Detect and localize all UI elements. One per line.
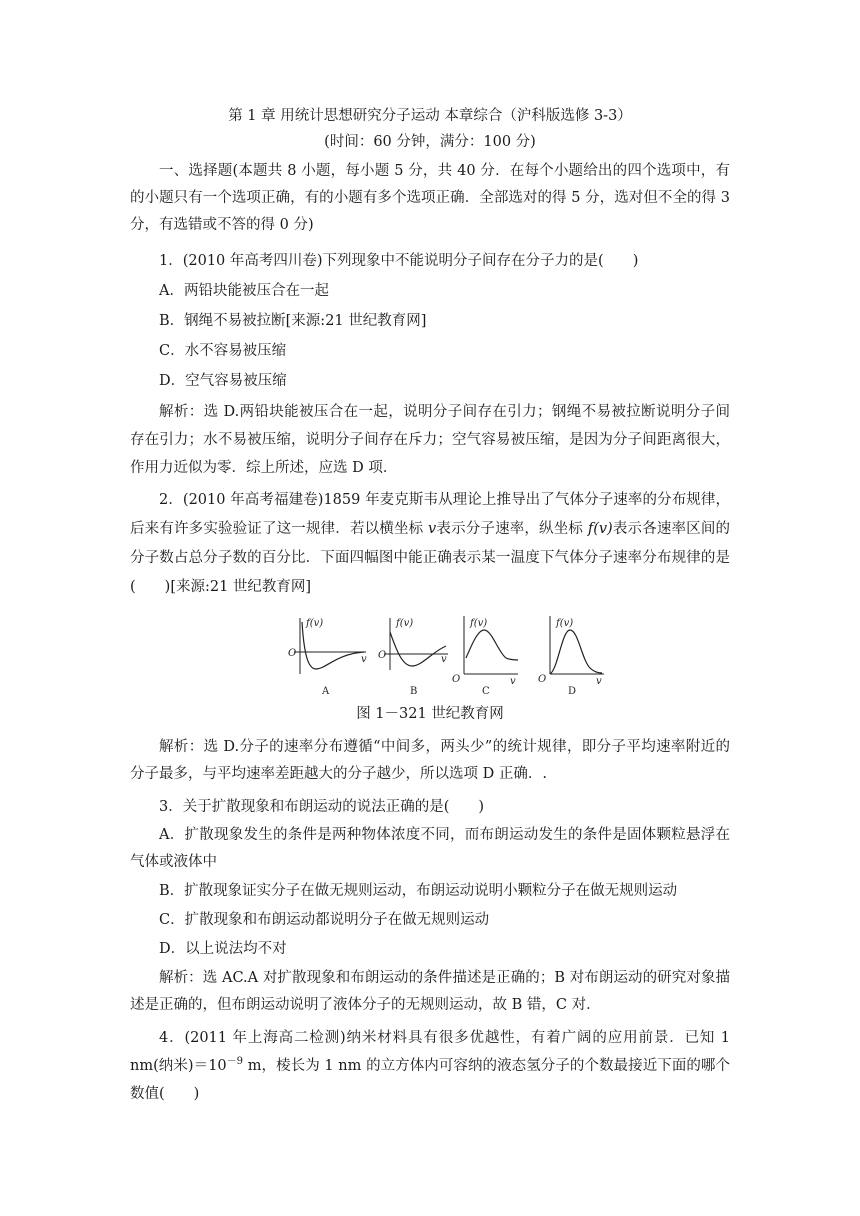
panel-c-origin-label: O — [452, 674, 461, 685]
q4-stem-part2: m，棱长为 1 nm 的立方体内可容纳的液态氢分子的个数最接近下面的哪个数值( ) — [130, 1058, 730, 1102]
panel-d-label: D — [568, 686, 577, 697]
q2-var-fv: f(v) — [587, 521, 613, 537]
panel-d-v-label: v — [596, 676, 602, 687]
q2-analysis: 解析：选 D.分子的速率分布遵循“中间多，两头少”的统计规律，即分子平均速率附近的分子最多，与平均速率差距越大的分子越少，所以选项 D 正确．. — [130, 739, 730, 782]
chapter-title: 第 1 章 用统计思想研究分子运动 本章综合（沪科版选修 3-3） — [228, 108, 632, 124]
panel-b-fv-label: f(v) — [396, 618, 414, 629]
q1-stem: 1．(2010 年高考四川卷)下列现象中不能说明分子间存在分子力的是( ) — [159, 253, 639, 269]
panel-d-origin-label: O — [538, 674, 547, 685]
panel-c-v-label: v — [510, 676, 516, 687]
q3-option-a: A．扩散现象发生的条件是两种物体浓度不同，而布朗运动发生的条件是固体颗粒悬浮在气体或液体中 — [130, 827, 730, 870]
q2-stem-part2: 表示分子速率，纵坐标 — [436, 521, 588, 537]
q3-option-d: D．以上说法均不对 — [159, 941, 287, 957]
q4-exponent: －9 — [226, 1056, 244, 1068]
panel-c — [452, 616, 518, 697]
panel-a-v-label: v — [361, 654, 367, 665]
panel-c-fv-label: f(v) — [470, 618, 488, 629]
panel-a — [288, 618, 367, 697]
section-instructions: 一、选择题(本题共 8 小题，每小题 5 分，共 40 分．在每个小题给出的四个选项中，有的小题只有一个选项正确，有的小题有多个选项正确．全部选对的得 5 分，选对但不全的得 3 分，有选错或不答的得 0 分) — [130, 163, 730, 233]
exam-subtitle: (时间：60 分钟，满分：100 分) — [324, 134, 536, 150]
q1-option-c: C．水不容易被压缩 — [159, 343, 287, 359]
q4-stem-part1: 4．(2011 年上海高二检测)纳米材料具有很多优越性，有着广阔的应用前景．已知 1 nm(纳米)＝10 — [130, 1030, 730, 1074]
velocity-distribution-figure — [286, 614, 606, 704]
panel-a-fv-label: f(v) — [306, 618, 324, 629]
q1-analysis: 解析：选 D.两铅块能被压合在一起，说明分子间存在引力；钢绳不易被拉断说明分子间存在引力；水不易被压缩，说明分子间存在斥力；空气容易被压缩，是因为分子间距离很大，作用力近似为零．综上所述，应选 D 项． — [130, 404, 730, 476]
panel-c-label: C — [482, 686, 490, 697]
panel-b-v-label: v — [441, 654, 447, 665]
panel-a-label: A — [322, 686, 330, 697]
panel-b-origin-label: O — [378, 650, 387, 661]
q3-analysis: 解析：选 AC.A 对扩散现象和布朗运动的条件描述是正确的；B 对布朗运动的研究对象描述是正确的，但布朗运动说明了液体分子的无规则运动，故 B 错，C 对． — [130, 970, 730, 1013]
panel-b — [378, 618, 448, 697]
q1-option-d: D．空气容易被压缩 — [159, 373, 287, 389]
q3-option-b: B．扩散现象证实分子在做无规则运动，布朗运动说明小颗粒分子在做无规则运动 — [159, 883, 678, 899]
q2-stem-part1: 2．(2010 年高考福建卷)1859 年麦克斯韦从理论上推导出了气体分子速率的分布规律，后来有许多实验验证了这一规律．若以横坐标 — [130, 492, 730, 537]
q2-stem-part3: 表示各速率区间的分子数占总分子数的百分比．下面四幅图中能正确表示某一温度下气体分子速率分布规律的是( )[来源:21 世纪教育网] — [130, 521, 731, 595]
figure-caption: 图 1－321 世纪教育网 — [356, 706, 504, 722]
panel-d — [538, 616, 604, 697]
panel-d-fv-label: f(v) — [556, 618, 574, 629]
q1-option-b: B．钢绳不易被拉断[来源:21 世纪教育网] — [159, 313, 427, 329]
panel-b-label: B — [410, 686, 418, 697]
q4-stem — [130, 1024, 730, 1108]
q1-option-a: A．两铅块能被压合在一起 — [159, 283, 329, 299]
q2-var-v: v — [428, 521, 437, 537]
q3-stem: 3．关于扩散现象和布朗运动的说法正确的是( ) — [159, 799, 485, 815]
q2-stem — [130, 486, 730, 602]
panel-a-origin-label: O — [288, 648, 297, 659]
q3-option-c: C．扩散现象和布朗运动都说明分子在做无规则运动 — [159, 912, 490, 928]
